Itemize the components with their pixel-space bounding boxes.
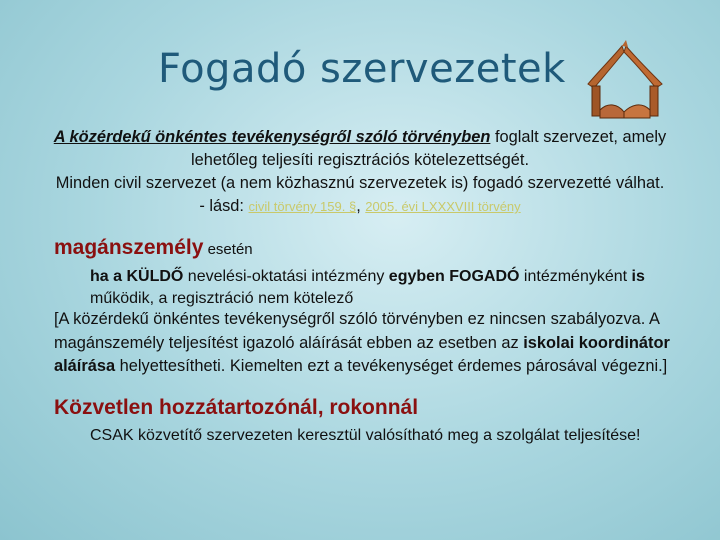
relative-heading: Közvetlen hozzátartozónál, rokonnál bbox=[54, 396, 419, 419]
rule-part-f: is bbox=[631, 268, 645, 285]
rule-part-b: KÜLDŐ bbox=[126, 268, 184, 285]
law-reference-text: A közérdekű önkéntes tevékenységről szóló törvényben bbox=[53, 128, 491, 146]
bracket-note bbox=[54, 308, 674, 379]
private-person-heading: magánszemély bbox=[54, 236, 204, 259]
rule-part-e: intézményként bbox=[519, 268, 632, 285]
note-part-a: [A közérdekű önkéntes tevékenységről szóló törvényben ez nincsen szabályozva. A magánszemély teljesítést igazoló aláírását ebben az esetben az bbox=[54, 310, 659, 352]
rule-part-g: működik, a regisztráció nem kötelező bbox=[90, 290, 354, 307]
see-prefix: - lásd: bbox=[199, 197, 249, 215]
heading-suffix: esetén bbox=[203, 241, 253, 258]
slide-title: Fogadó szervezetek bbox=[158, 46, 566, 92]
hands-house-icon bbox=[578, 40, 670, 120]
section-private-person-heading bbox=[54, 236, 253, 260]
civil-law-link[interactable]: civil törvény 159. § bbox=[248, 199, 357, 214]
rule-part-a: ha a bbox=[90, 268, 127, 285]
rule-part-d: egyben FOGADÓ bbox=[388, 268, 520, 285]
relative-text: CSAK közvetítő szervezeten keresztül valósítható meg a szolgálat teljesítése! bbox=[90, 427, 641, 444]
intro-paragraph bbox=[40, 126, 680, 218]
note-part-c: helyettesítheti. Kiemelten ezt a tevékenységet érdemes párosával végezni.] bbox=[115, 357, 668, 375]
link-separator: , bbox=[356, 197, 366, 215]
note-part-b: iskolai koordinátor aláírása bbox=[54, 333, 670, 375]
intro-text-2: Minden civil szervezet (a nem közhasznú szervezetek is) fogadó szervezetté válhat. bbox=[55, 174, 665, 192]
law-2005-link[interactable]: 2005. évi LXXXVIII törvény bbox=[365, 199, 521, 214]
intro-text-1: foglalt szervezet, amely lehetőleg teljesíti regisztrációs kötelezettségét. bbox=[190, 128, 667, 169]
rule-part-c: nevelési-oktatási intézmény bbox=[183, 268, 389, 285]
private-person-rule bbox=[90, 266, 650, 310]
